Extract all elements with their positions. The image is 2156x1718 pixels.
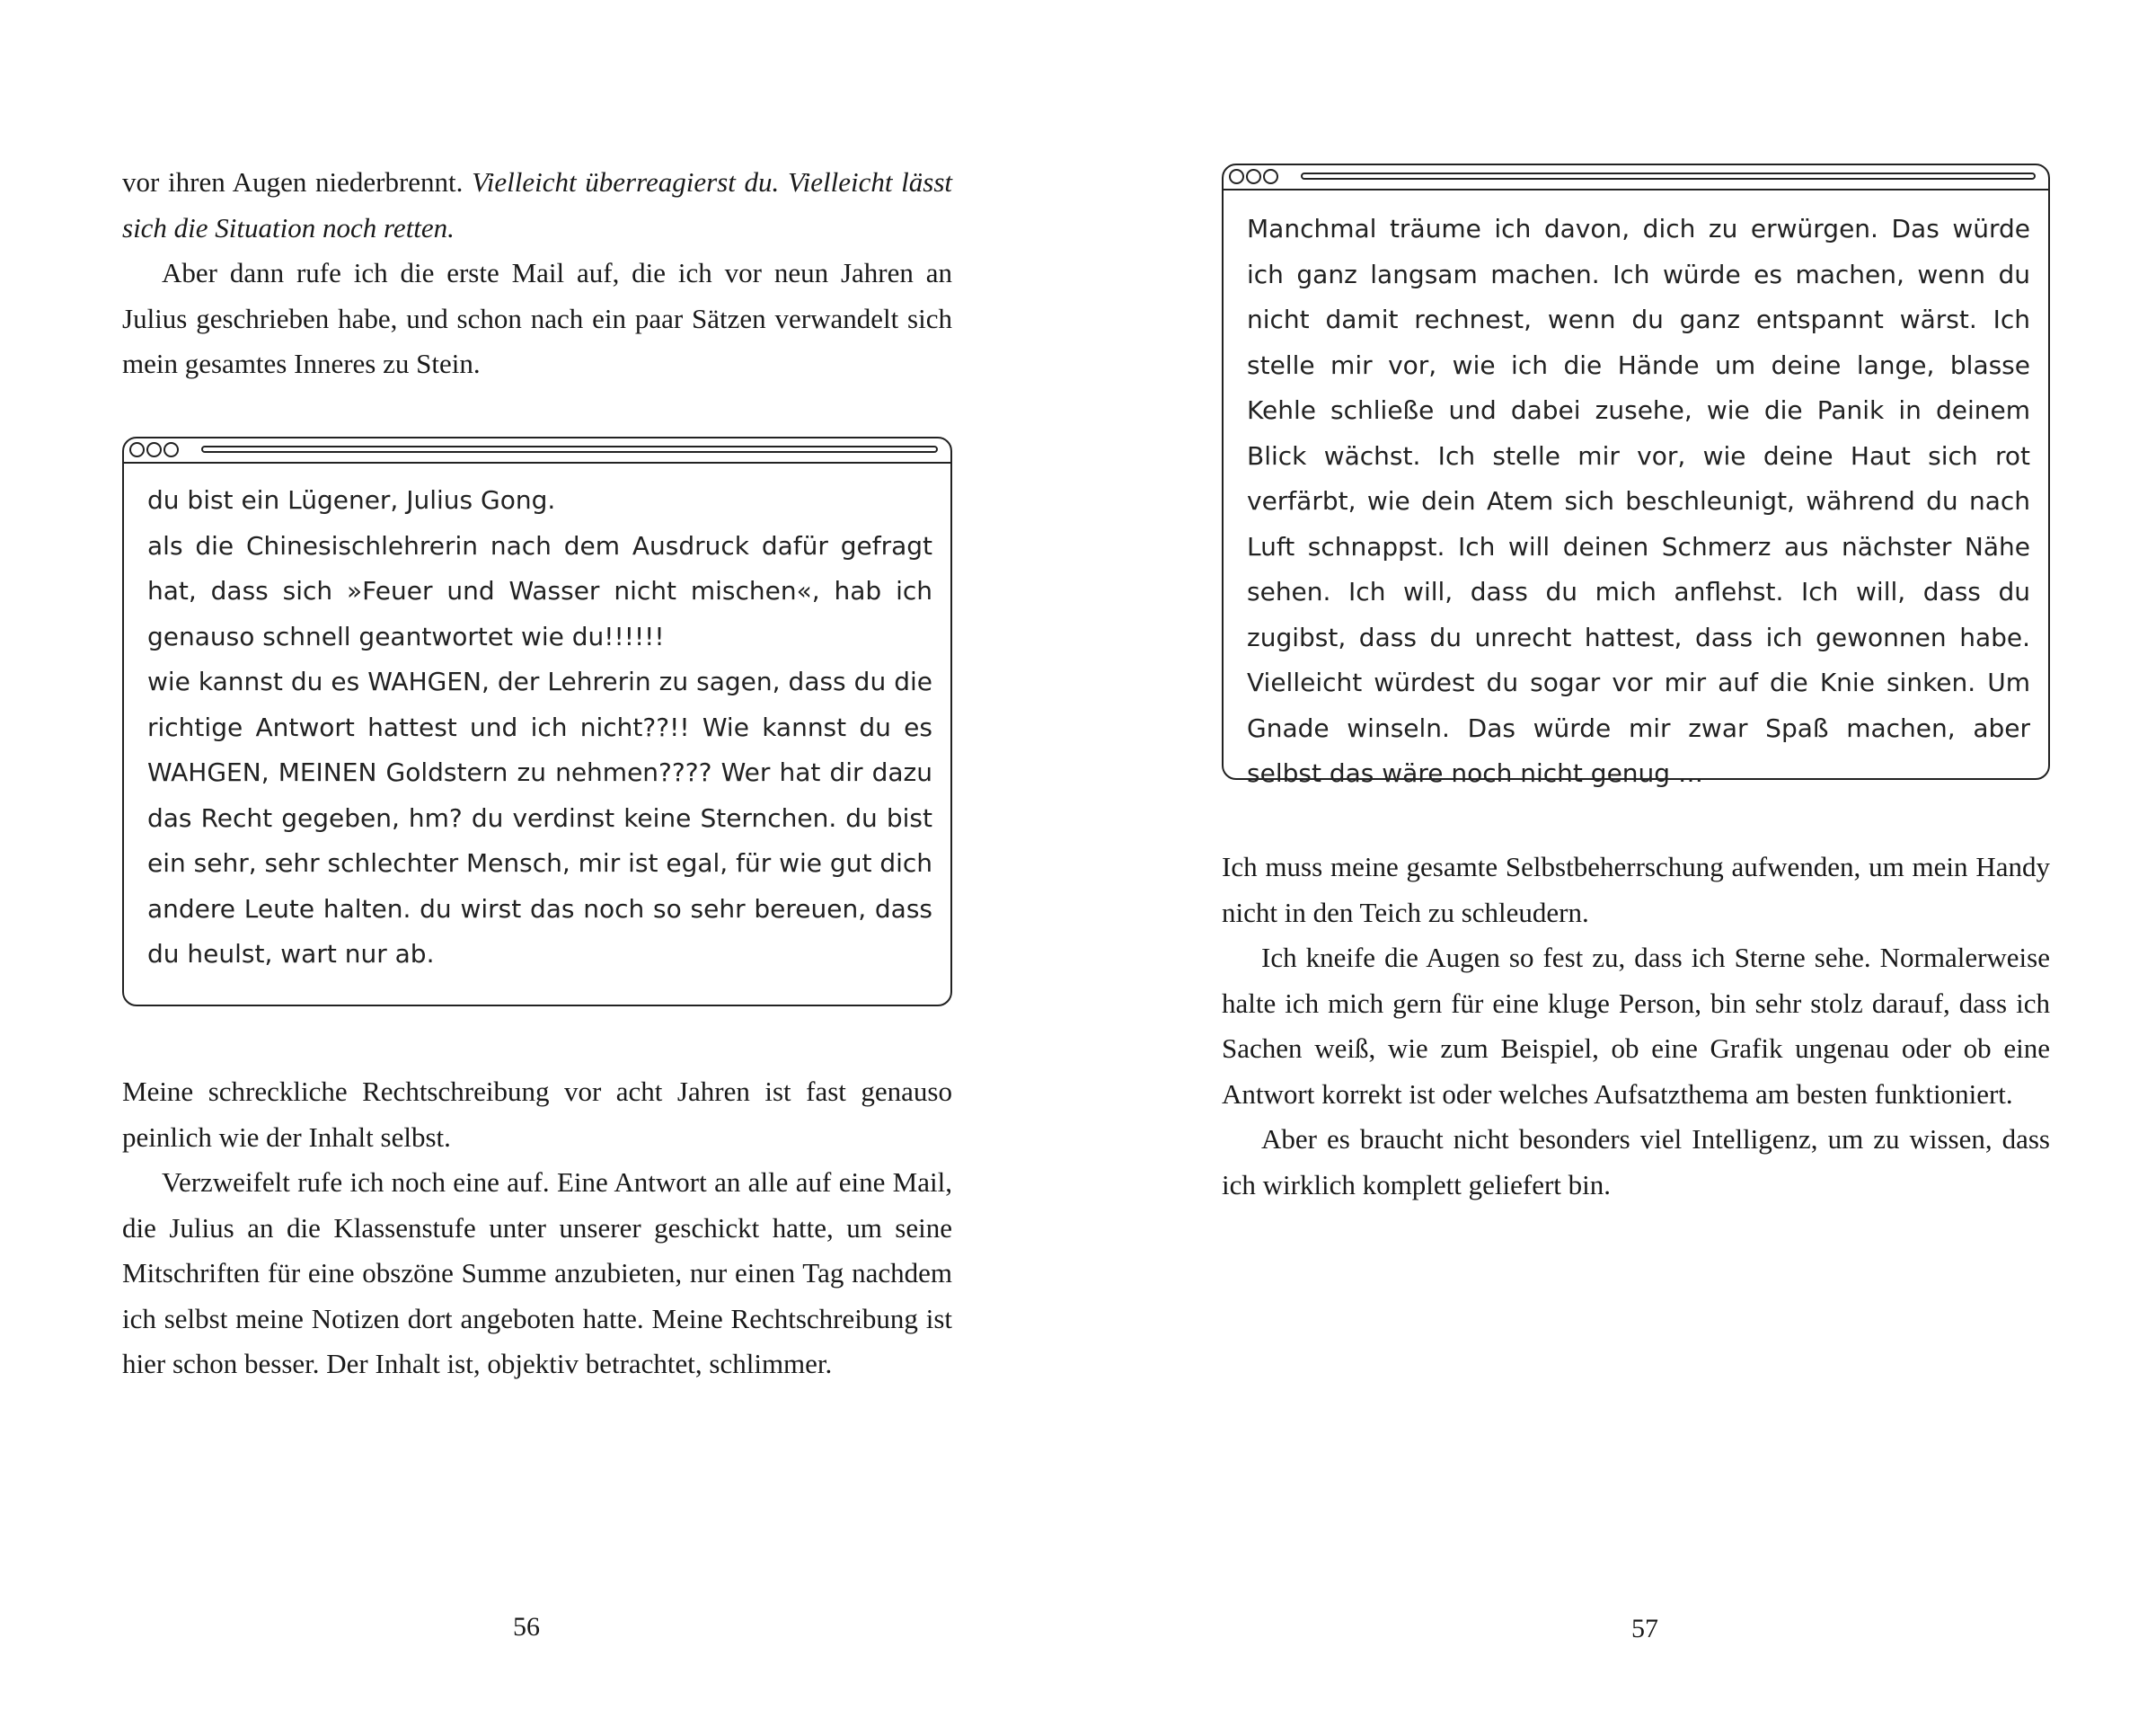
- paragraph-text: vor ihren Augen niederbrennt.: [122, 166, 464, 198]
- window-dot-icon: [163, 442, 179, 457]
- paragraph: Meine schreckliche Rechtschreibung vor acht Jahren ist fast genauso peinlich wie der Inhalt selbst.: [122, 1076, 952, 1153]
- titlebar-divider: [124, 462, 950, 464]
- paragraph: [122, 160, 952, 251]
- window-dot-icon: [1229, 169, 1244, 184]
- paragraph: Aber es braucht nicht besonders viel Intelligenz, um zu wissen, dass ich wirklich komplett geliefert bin.: [1222, 1123, 2050, 1200]
- left-bottom-text: [122, 1069, 952, 1387]
- window-dot-icon: [129, 442, 145, 457]
- window-dot-icon: [1263, 169, 1278, 184]
- window-titlebar: [124, 438, 950, 462]
- paragraph: Aber dann rufe ich die erste Mail auf, die ich vor neun Jahren an Julius geschrieben habe, und schon nach ein paar Sätzen verwandelt sich mein gesamtes Inneres zu Stein.: [122, 257, 952, 379]
- window-controls: [1229, 169, 1278, 184]
- email-line: du bist ein Lügener, Julius Gong.: [147, 485, 556, 515]
- paragraph: Ich muss meine gesamte Selbstbeherrschung aufwenden, um mein Handy nicht in den Teich zu schleudern.: [1222, 851, 2050, 928]
- email-window-left: [122, 437, 952, 1006]
- window-controls: [129, 442, 179, 457]
- email-body: [1247, 207, 2030, 797]
- page-number: 57: [1631, 1614, 1658, 1643]
- email-line: als die Chinesischlehrerin nach dem Ausdruck dafür gefragt hat, dass sich »Feuer und Wasser nicht mischen«, hab ich genauso schnell geantwortet wie du!!!!!!: [147, 530, 932, 651]
- email-body: [147, 478, 932, 978]
- right-text: [1222, 845, 2050, 1208]
- window-dot-icon: [1246, 169, 1261, 184]
- address-bar: [201, 446, 938, 453]
- page-number: 56: [513, 1612, 540, 1642]
- left-top-text: [122, 160, 952, 387]
- window-dot-icon: [146, 442, 162, 457]
- email-line: wie kannst du es WAHGEN, der Lehrerin zu sagen, dass du die richtige Antwort hattest und ich nicht??!! Wie kannst du es WAHGEN, MEINEN Goldstern zu nehmen???? Wer hat dir dazu das Recht gegeben, hm? du verdinst keine Sternchen. du bist ein sehr, sehr schlechter Mensch, mir ist egal, für wie gut dich andere Leute halten. du wirst das noch so sehr bereuen, dass du heulst, wart nur ab.: [147, 667, 933, 969]
- paragraph: Ich kneife die Augen so fest zu, dass ich Sterne sehe. Normalerweise halte ich mich gern für eine kluge Person, bin sehr stolz darauf, dass ich Sachen weiß, wie zum Beispiel, ob eine Grafik ungenau oder ob eine Antwort korrekt ist oder welches Aufsatzthema am besten funktioniert.: [1222, 942, 2050, 1110]
- email-window-right: [1222, 164, 2050, 788]
- inner-thought-text: Vielleicht überreagierst du. Vielleicht lässt sich die Situation noch retten.: [122, 166, 952, 244]
- window-titlebar: [1224, 165, 2048, 189]
- email-line: Manchmal träume ich davon, dich zu erwürgen. Das würde ich ganz langsam machen. Ich würde es machen, wenn du nicht damit rechnest, wenn du ganz entspannt wärst. Ich stelle mir vor, wie ich die Hände um deine lange, blasse Kehle schließe und dabei zusehe, wie die Panik in deinem Blick wächst. Ich stelle mir vor, wie deine Haut sich rot verfärbt, wie dein Atem sich beschleunigt, während du nach Luft schnappst. Ich will deinen Schmerz aus nächster Nähe sehen. Ich will, dass du mich anflehst. Ich will, dass du zugibst, dass du unrecht hattest, dass ich gewonnen habe. Vielleicht würdest du sogar vor mir auf die Knie sinken. Um Gnade winseln. Das würde mir zwar Spaß machen, aber selbst das wäre noch nicht genug …: [1247, 214, 2030, 788]
- address-bar: [1301, 173, 2036, 180]
- paragraph: Verzweifelt rufe ich noch eine auf. Eine Antwort an alle auf eine Mail, die Julius an die Klassenstufe unter unserer geschickt hatte, um seine Mitschriften für eine obszöne Summe anzubieten, nur einen Tag nachdem ich selbst meine Notizen dort angeboten hatte. Meine Rechtschreibung ist hier schon besser. Der Inhalt ist, objektiv betrachtet, schlimmer.: [122, 1166, 952, 1379]
- titlebar-divider: [1224, 189, 2048, 190]
- right-page: [1078, 0, 2156, 1718]
